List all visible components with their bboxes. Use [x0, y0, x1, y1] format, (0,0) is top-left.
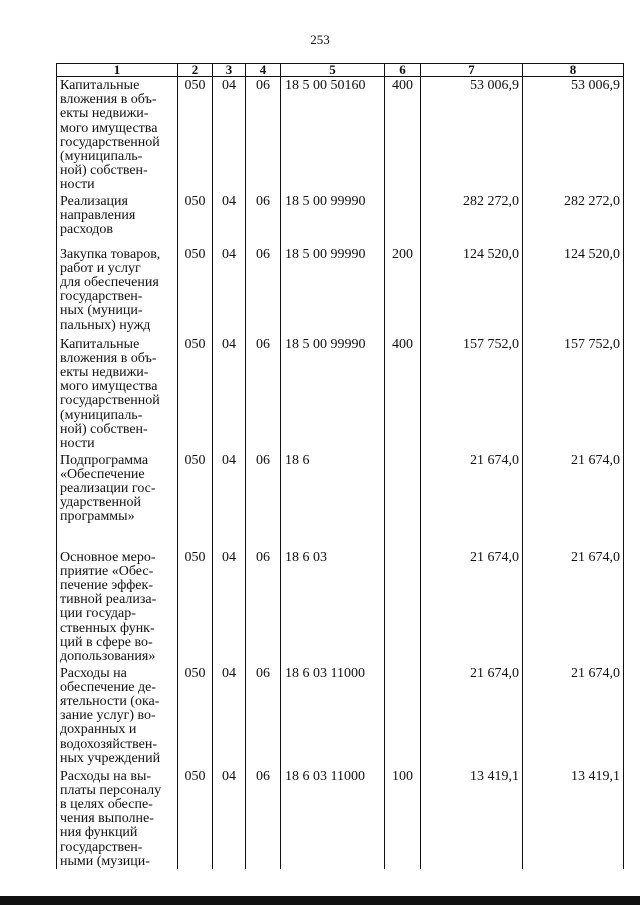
amount-cell: 124 520,0: [523, 246, 624, 336]
expense-name-line: ности: [60, 436, 95, 452]
ministry-code-cell: 050: [178, 452, 213, 549]
expense-name-line: (муниципаль-: [60, 407, 143, 423]
expense-name-line: ных (муници-: [60, 303, 143, 319]
expense-name-line: вложения в объ-: [60, 92, 157, 108]
section-code-cell: 04: [213, 452, 246, 549]
section-code-cell: 04: [213, 768, 246, 869]
subsection-code-cell: 06: [246, 549, 281, 665]
expense-name-line: «Обеспечение: [60, 466, 145, 482]
target-item-cell: 18 5 00 99990: [281, 336, 385, 452]
expense-name-line: в целях обеспе-: [60, 797, 153, 813]
table-row: [57, 665, 624, 768]
expense-name-line: ности: [60, 177, 95, 193]
column-header: 8: [523, 64, 624, 77]
target-item-cell: 18 6 03: [281, 549, 385, 665]
ministry-code-cell: 050: [178, 336, 213, 452]
table-body: [57, 77, 624, 870]
table-row: [57, 336, 624, 452]
expense-name-line: ятельности (ока-: [60, 694, 160, 710]
expense-name-line: Реализация: [60, 193, 128, 209]
table-row: [57, 77, 624, 193]
subsection-code-cell: 06: [246, 246, 281, 336]
expense-name-line: для обеспечения: [60, 275, 159, 291]
header-row: [57, 64, 624, 77]
expense-name-line: мого имущества: [60, 120, 158, 136]
amount-cell: 21 674,0: [523, 549, 624, 665]
expense-name-line: работ и услуг: [60, 260, 141, 276]
expense-name-line: реализации гос-: [60, 481, 156, 497]
amount-cell: 21 674,0: [421, 665, 523, 768]
section-code-cell: 04: [213, 77, 246, 193]
expense-type-cell: 400: [385, 77, 421, 193]
budget-table: [56, 63, 624, 869]
expense-name-line: ции государ-: [60, 606, 136, 622]
target-item-cell: 18 5 00 99990: [281, 193, 385, 246]
scan-bottom-edge: [0, 896, 640, 905]
table-header: [57, 64, 624, 77]
expense-name-cell: [57, 246, 178, 336]
expense-name-line: екты недвижи-: [60, 106, 149, 122]
expense-name-line: ния функций: [60, 825, 138, 841]
expense-type-cell: [385, 452, 421, 549]
expense-name-line: ной) собствен-: [60, 163, 148, 179]
subsection-code-cell: 06: [246, 77, 281, 193]
expense-name-line: государствен-: [60, 289, 143, 305]
expense-name-line: дохранных и: [60, 722, 137, 738]
column-header: 6: [385, 64, 421, 77]
expense-name-line: екты недвижи-: [60, 365, 149, 381]
target-item-cell: 18 6 03 11000: [281, 665, 385, 768]
expense-name-line: (муниципаль-: [60, 149, 143, 165]
amount-cell: 124 520,0: [421, 246, 523, 336]
expense-name-line: направления: [60, 207, 136, 223]
ministry-code-cell: 050: [178, 549, 213, 665]
expense-type-cell: 400: [385, 336, 421, 452]
amount-cell: 282 272,0: [421, 193, 523, 246]
expense-name-line: Закупка товаров,: [60, 246, 161, 262]
table-row: [57, 549, 624, 665]
expense-name-line: государственной: [60, 134, 160, 150]
expense-name-cell: [57, 193, 178, 246]
expense-name-line: приятие «Обес-: [60, 563, 154, 579]
expense-name-line: платы персоналу: [60, 782, 162, 798]
expense-name-line: Подпрограмма: [60, 452, 149, 468]
expense-name-cell: [57, 336, 178, 452]
expense-type-cell: [385, 665, 421, 768]
subsection-code-cell: 06: [246, 336, 281, 452]
amount-cell: 21 674,0: [421, 452, 523, 549]
ministry-code-cell: 050: [178, 246, 213, 336]
section-code-cell: 04: [213, 193, 246, 246]
expense-name-line: ственных функ-: [60, 620, 155, 636]
column-header: 7: [421, 64, 523, 77]
target-item-cell: 18 5 00 99990: [281, 246, 385, 336]
page-number: 253: [310, 32, 330, 47]
expense-type-cell: [385, 549, 421, 665]
amount-cell: 13 419,1: [421, 768, 523, 869]
ministry-code-cell: 050: [178, 193, 213, 246]
table-row: [57, 768, 624, 869]
target-item-cell: 18 6 03 11000: [281, 768, 385, 869]
subsection-code-cell: 06: [246, 452, 281, 549]
expense-name-cell: [57, 549, 178, 665]
expense-type-cell: 200: [385, 246, 421, 336]
amount-cell: 53 006,9: [421, 77, 523, 193]
expense-name-line: Капитальные: [60, 78, 140, 93]
table-row: [57, 246, 624, 336]
section-code-cell: 04: [213, 665, 246, 768]
expense-name-line: водохозяйствен-: [60, 736, 158, 752]
expense-name-line: государственной: [60, 393, 160, 409]
column-header: 3: [213, 64, 246, 77]
column-header: 2: [178, 64, 213, 77]
column-header: 5: [281, 64, 385, 77]
expense-name-line: ными (музици-: [60, 853, 150, 869]
target-item-cell: 18 6: [281, 452, 385, 549]
amount-cell: 282 272,0: [523, 193, 624, 246]
section-code-cell: 04: [213, 336, 246, 452]
target-item-cell: 18 5 00 50160: [281, 77, 385, 193]
expense-name-line: печение эффек-: [60, 578, 153, 594]
expense-name-cell: [57, 452, 178, 549]
expense-name-line: государствен-: [60, 839, 143, 855]
expense-name-line: допользования»: [60, 649, 156, 665]
column-header: 1: [57, 64, 178, 77]
subsection-code-cell: 06: [246, 768, 281, 869]
ministry-code-cell: 050: [178, 77, 213, 193]
expense-name-cell: [57, 665, 178, 768]
amount-cell: 21 674,0: [523, 665, 624, 768]
expense-type-cell: [385, 193, 421, 246]
table-row: [57, 193, 624, 246]
expense-name-line: тивной реализа-: [60, 592, 157, 608]
expense-name-line: чения выполне-: [60, 811, 154, 827]
expense-type-cell: 100: [385, 768, 421, 869]
expense-name-cell: [57, 768, 178, 869]
expense-name-line: расходов: [60, 222, 114, 238]
expense-name-line: программы»: [60, 509, 135, 525]
expense-name-line: пальных) нужд: [60, 317, 151, 333]
table-row: [57, 452, 624, 549]
expense-name-line: Расходы на: [60, 665, 127, 681]
ministry-code-cell: 050: [178, 768, 213, 869]
amount-cell: 13 419,1: [523, 768, 624, 869]
section-code-cell: 04: [213, 246, 246, 336]
amount-cell: 53 006,9: [523, 77, 624, 193]
expense-name-line: ной) собствен-: [60, 421, 148, 437]
expense-name-line: ных учреждений: [60, 750, 161, 766]
ministry-code-cell: 050: [178, 665, 213, 768]
subsection-code-cell: 06: [246, 193, 281, 246]
amount-cell: 157 752,0: [523, 336, 624, 452]
subsection-code-cell: 06: [246, 665, 281, 768]
expense-name-line: вложения в объ-: [60, 350, 157, 366]
expense-name-line: Расходы на вы-: [60, 768, 152, 784]
amount-cell: 21 674,0: [523, 452, 624, 549]
expense-name-line: Основное меро-: [60, 549, 156, 565]
column-header: 4: [246, 64, 281, 77]
expense-name-line: Капитальные: [60, 336, 140, 352]
expense-name-line: мого имущества: [60, 379, 158, 395]
amount-cell: 157 752,0: [421, 336, 523, 452]
expense-name-line: ударственной: [60, 495, 142, 511]
expense-name-line: зание услуг) во-: [60, 708, 156, 724]
section-code-cell: 04: [213, 549, 246, 665]
expense-name-line: ций в сфере во-: [60, 634, 153, 650]
expense-name-cell: [57, 77, 178, 193]
amount-cell: 21 674,0: [421, 549, 523, 665]
expense-name-line: обеспечение де-: [60, 679, 157, 695]
